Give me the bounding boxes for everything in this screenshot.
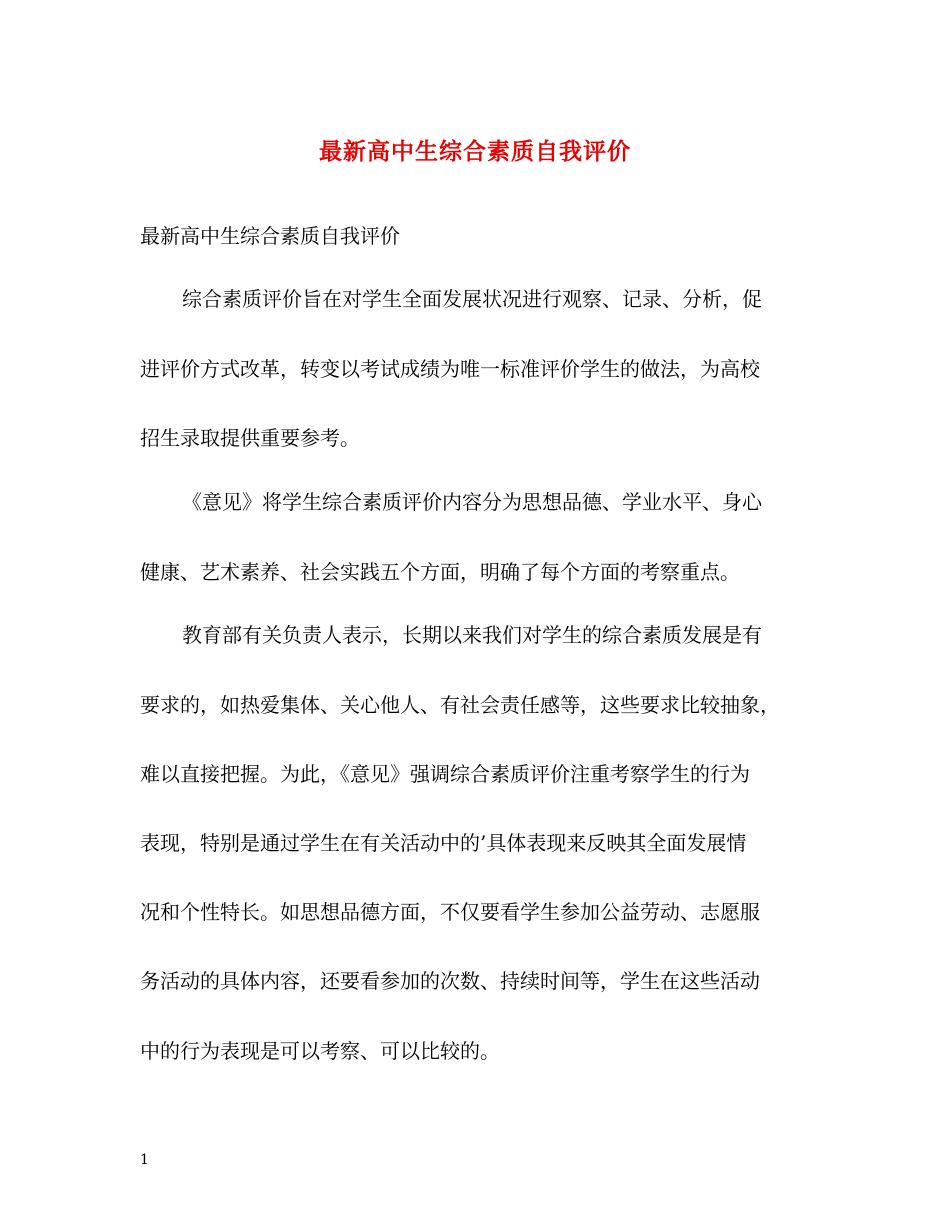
paragraph-3-line-3: 难以直接把握。为此，《意见》强调综合素质评价注重考察学生的行为 [140, 762, 750, 786]
paragraph-3-line-2: 要求的，如热爱集体、关心他人、有社会责任感等，这些要求比较抽象， [140, 693, 780, 717]
paragraph-3-line-7: 中的行为表现是可以考察、可以比较的。 [140, 1039, 500, 1063]
paragraph-3-line-6: 务活动的具体内容，还要看参加的次数、持续时间等，学生在这些活动 [140, 969, 760, 993]
paragraph-1-line-3: 招生录取提供重要参考。 [140, 426, 360, 450]
paragraph-1-line-1: 综合素质评价旨在对学生全面发展状况进行观察、记录、分析，促 [182, 287, 762, 311]
paragraph-3-line-5: 况和个性特长。如思想品德方面，不仅要看学生参加公益劳动、志愿服 [140, 900, 760, 924]
paragraph-3-line-1: 教育部有关负责人表示，长期以来我们对学生的综合素质发展是有 [182, 623, 762, 647]
paragraph-1-line-2: 进评价方式改革，转变以考试成绩为唯一标准评价学生的做法，为高校 [140, 357, 760, 381]
paragraph-2-line-2: 健康、艺术素养、社会实践五个方面，明确了每个方面的考察重点。 [140, 560, 740, 584]
paragraph-2-line-1: 《意见》将学生综合素质评价内容分为思想品德、学业水平、身心 [182, 490, 762, 514]
document-subtitle: 最新高中生综合素质自我评价 [140, 224, 400, 248]
document-title: 最新高中生综合素质自我评价 [319, 138, 631, 165]
paragraph-3-line-4: 表现，特别是通过学生在有关活动中的’具体表现来反映其全面发展情 [140, 831, 747, 855]
page-number: 1 [140, 1152, 149, 1168]
